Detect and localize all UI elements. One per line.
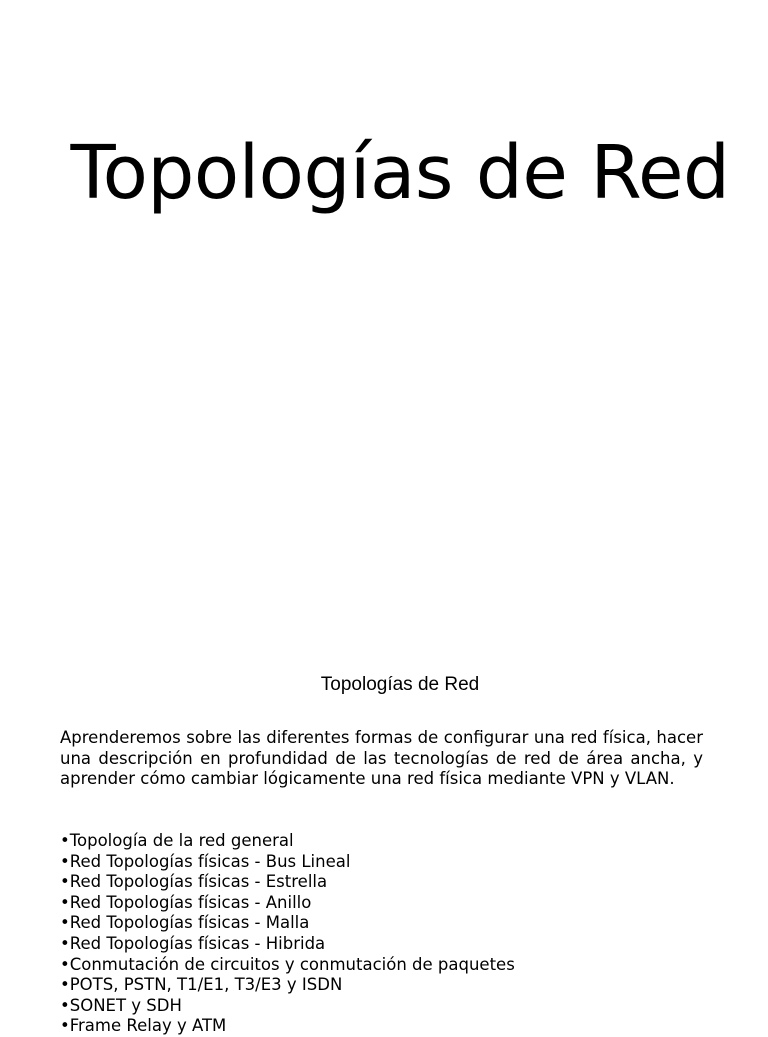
topic-list-item: •Red Topologías físicas - Anillo	[60, 892, 312, 912]
topic-list-item: •Red Topologías físicas - Malla	[60, 913, 310, 933]
topic-list-item: •Red Topologías físicas - Hibrida	[60, 933, 326, 953]
topic-list-item: •Red Topologías físicas - Bus Lineal	[60, 851, 351, 871]
topic-list-item: •Conmutación de circuitos y conmutación de paquetes	[60, 954, 515, 974]
document-subtitle: Topologías de Red	[320, 674, 480, 695]
intro-paragraph: Aprenderemos sobre las diferentes formas de configurar una red física, hacer una descripción en profundidad de las tecnologías de red de área ancha, y aprender cómo cambiar lógicamente una red física mediante VPN y VLAN.	[60, 728, 703, 789]
topic-list-item: •POTS, PSTN, T1/E1, T3/E3 y ISDN	[60, 975, 343, 995]
topic-list-item: •Frame Relay y ATM	[60, 1016, 227, 1036]
topic-list	[60, 831, 720, 1037]
topic-list-item: •SONET y SDH	[60, 995, 182, 1015]
cover-title: Topologías de Red	[70, 130, 730, 216]
topic-list-item: •Red Topologías físicas - Estrella	[60, 872, 328, 892]
topic-list-item: •Topología de la red general	[60, 831, 294, 850]
